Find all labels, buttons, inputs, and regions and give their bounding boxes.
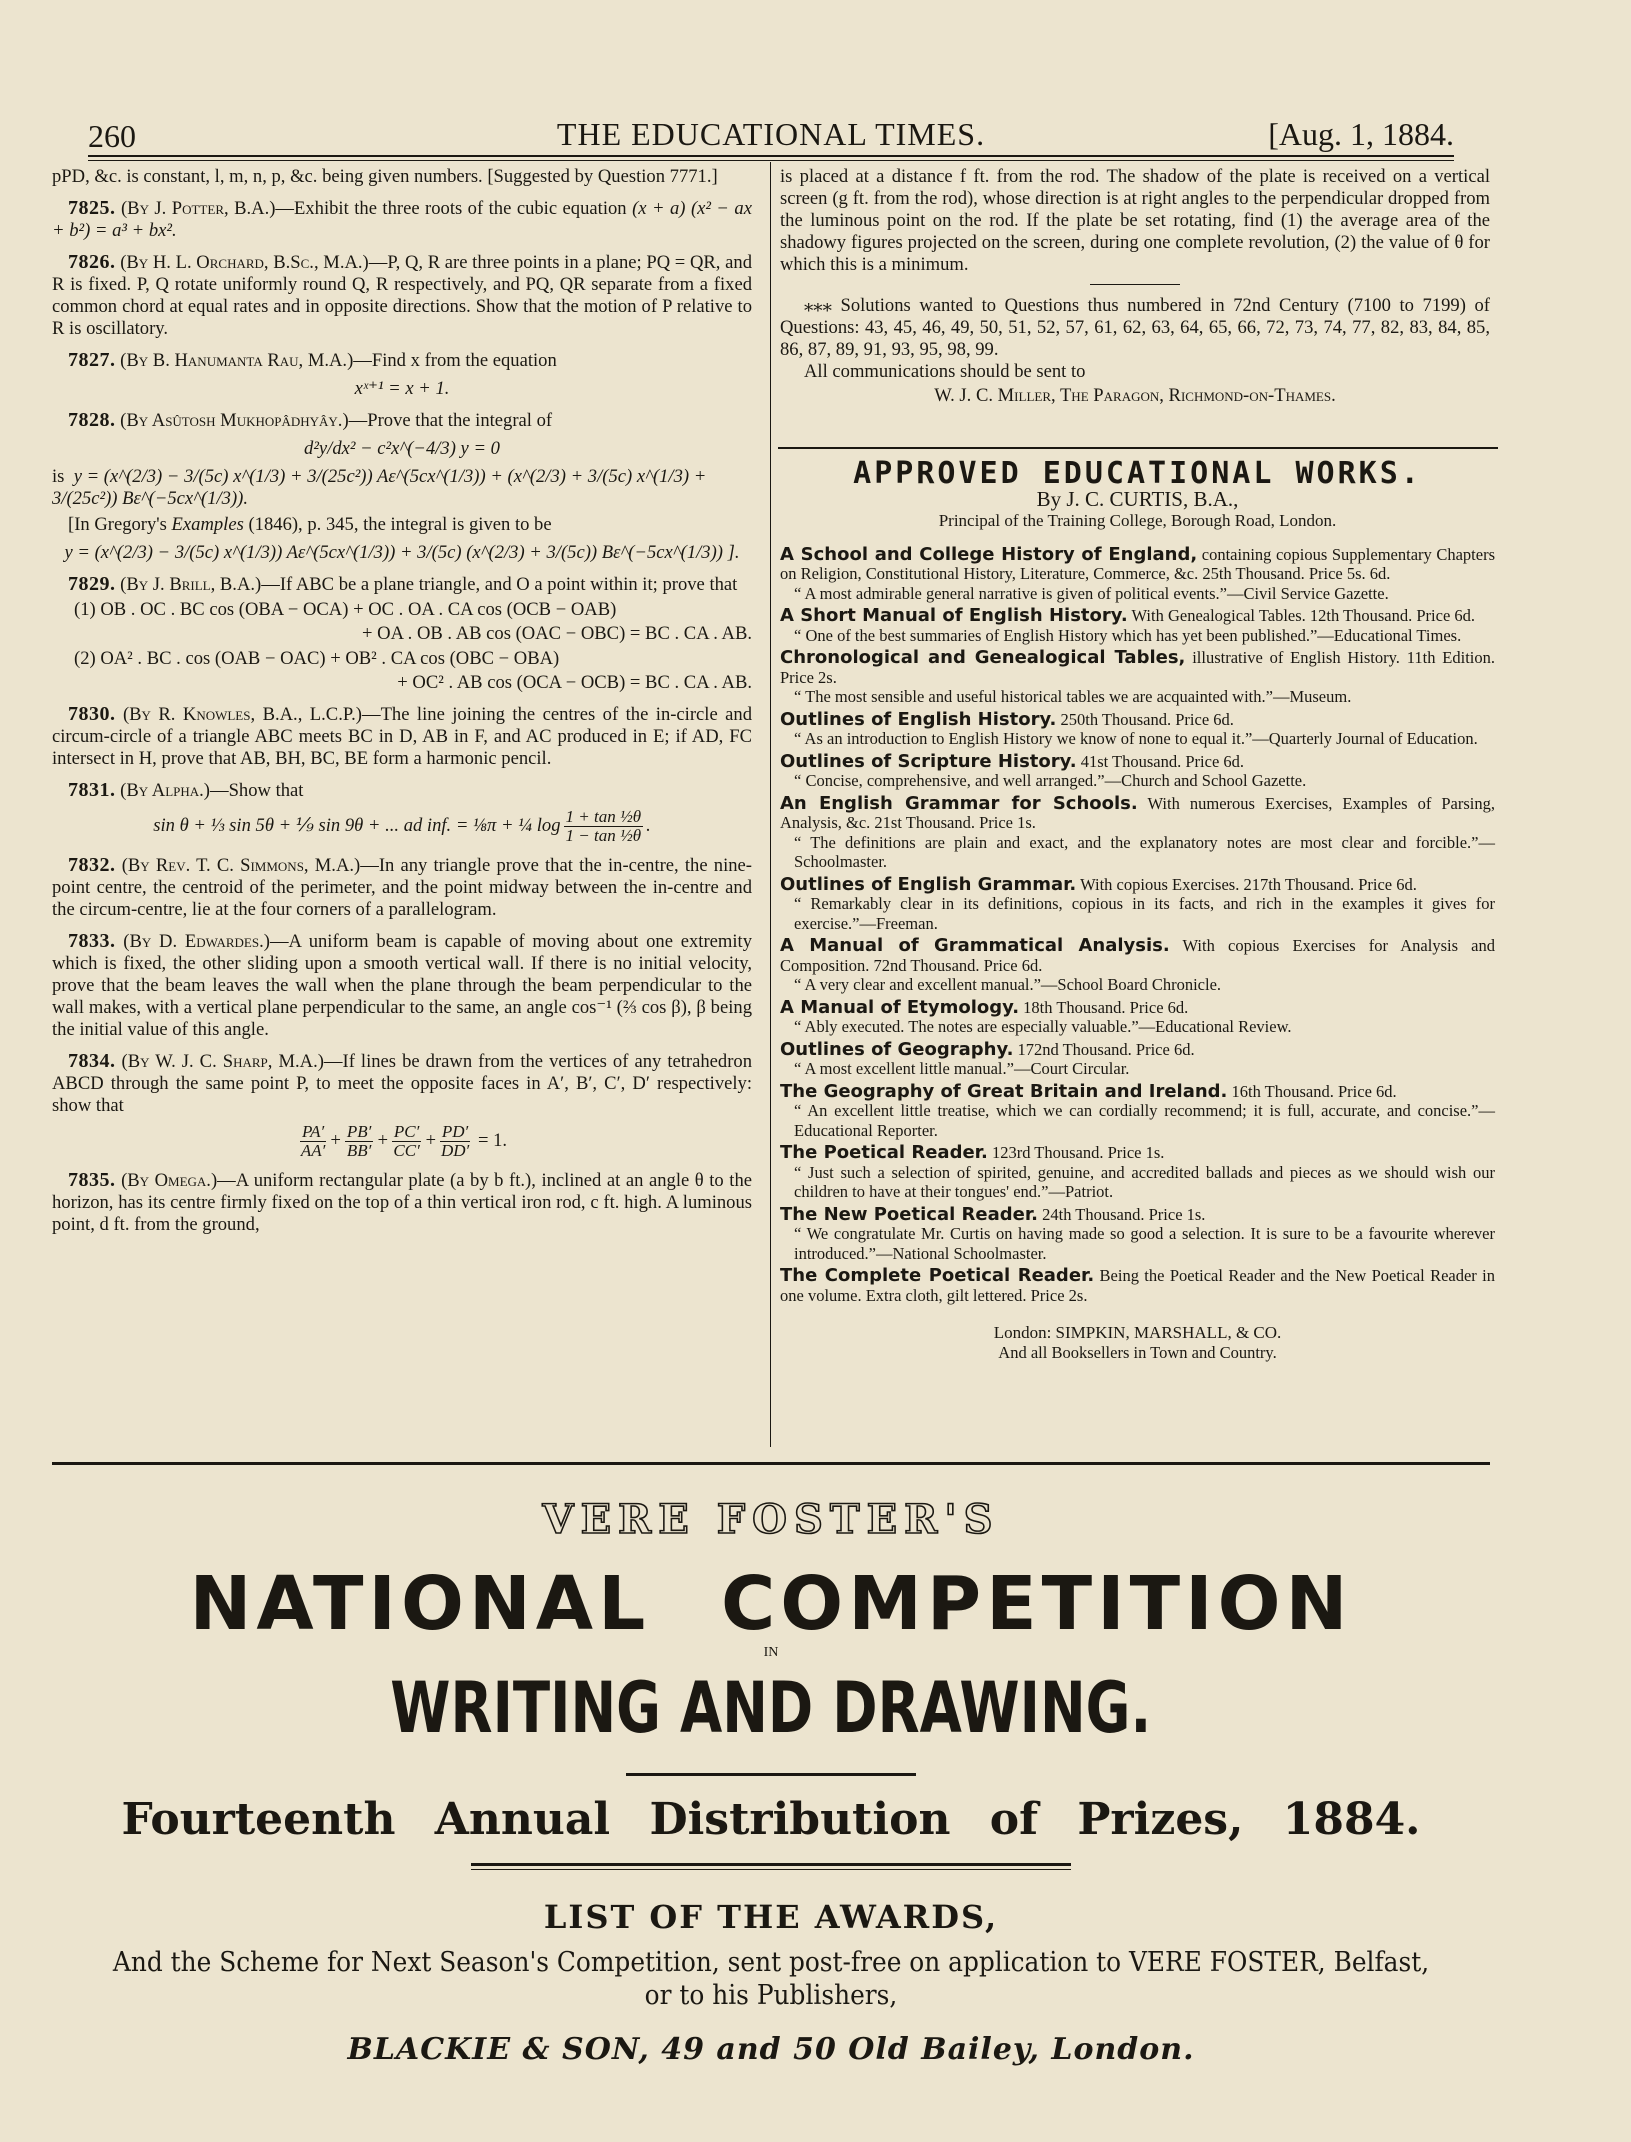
blackie-son-address: BLACKIE & SON, 49 and 50 Old Bailey, London. — [347, 2032, 1195, 2067]
book-title: Outlines of English Grammar. — [780, 873, 1077, 895]
in-word: IN — [763, 1645, 779, 1660]
question-7833: 7833. (By D. Edwardes.)—A uniform beam is capable of moving about one extremity which is fixed, the other sliding upon a smooth vertical wall. If there is no initial velocity, prove that the beam leaves the wall when the plane through the beam perpendicular to the wall makes, with a vertical plane perpendicular to the same, an angle cos⁻¹ (⅔ cos β), β being the initial value of this angle. — [52, 930, 752, 1040]
book-entry — [780, 794, 1495, 872]
question-7831: 7831. (By Alpha.)—Show that — [68, 779, 304, 801]
book-title: A School and College History of England, — [780, 543, 1198, 565]
note-7828: [In Gregory's Examples (1846), p. 345, the integral is given to be — [68, 514, 552, 535]
book-title: The Complete Poetical Reader. — [780, 1265, 1095, 1286]
book-entry — [780, 1143, 1495, 1202]
issue-date: [Aug. 1, 1884. — [1268, 116, 1454, 152]
book-title: The New Poetical Reader. — [780, 1203, 1038, 1225]
publisher-line: London: SIMPKIN, MARSHALL, & CO. — [993, 1323, 1282, 1342]
book-details: 18th Thousand. Price 6d. — [1019, 997, 1189, 1017]
book-entry — [780, 1266, 1495, 1305]
scheme-text: And the Scheme for Next Season's Competition, sent post-free on application to VERE FOSTER, Belfast, or to his Publishers, — [112, 1947, 1430, 2011]
advert-rule — [52, 1462, 1490, 1465]
book-title: A Short Manual of English History. — [780, 605, 1128, 626]
book-details: With copious Exercises. 217th Thousand. Price 6d. — [1076, 874, 1417, 894]
book-details: Being the Poetical Reader and the New Poetical Reader in one volume. Extra cloth, gilt lettered. Price 2s. — [780, 1266, 1495, 1305]
identity-2: (2) OA² . BC . cos (OAB − OAC) + OB² . CA cos (OBC − OBA) — [74, 648, 560, 669]
question-7832: 7832. (By Rev. T. C. Simmons, M.A.)—In any triangle prove that the in-centre, the nine-point centre, the centroid of the perimeter, and the point midway between the in-centre and the circum-centre, lie at the four corners of a parallelogram. — [52, 854, 752, 920]
book-entry — [780, 752, 1495, 791]
book-title: The Geography of Great Britain and Ireland. — [780, 1080, 1228, 1102]
fourteenth-distribution: Fourteenth Annual Distribution of Prizes, 1884. — [121, 1794, 1421, 1845]
book-review: “ As an introduction to English History we know of none to equal it.”—Quarterly Journal of Education. — [794, 729, 1478, 748]
page-header — [88, 112, 1454, 158]
book-entry — [780, 1205, 1495, 1264]
book-details: 16th Thousand. Price 6d. — [1227, 1081, 1397, 1101]
column-divider — [770, 162, 771, 1447]
equation-7828-a: d²y/dx² − c²x^(−4/3) y = 0 — [304, 438, 500, 459]
book-entry — [780, 710, 1495, 749]
book-entry — [780, 648, 1495, 707]
book-entry — [780, 545, 1495, 604]
book-review: “ Concise, comprehensive, and well arranged.”—Church and School Gazette. — [794, 771, 1307, 790]
editor-address: W. J. C. Miller, The Paragon, Richmond-on-Thames. — [934, 385, 1336, 406]
header-rule — [88, 155, 1454, 161]
book-list — [780, 545, 1495, 1306]
vere-foster-advert — [52, 1480, 1490, 2067]
book-details: containing copious Supplementary Chapters on Religion, Constitutional History, Literature, Commerce, &c. 25th Thousand. Price 5s. 6d. — [780, 544, 1495, 583]
book-details: 123rd Thousand. Price 1s. — [987, 1143, 1165, 1162]
book-title: The Poetical Reader. — [780, 1142, 988, 1163]
book-title: A Manual of Grammatical Analysis. — [780, 935, 1170, 956]
book-details: 24th Thousand. Price 1s. — [1038, 1204, 1206, 1224]
book-title: An English Grammar for Schools. — [780, 792, 1138, 814]
book-details: illustrative of English History. 11th Edition. Price 2s. — [780, 648, 1495, 687]
question-intro: pPD, &c. is constant, l, m, n, p, &c. being given numbers. [Suggested by Question 7771.] — [52, 166, 718, 187]
vere-foster-title: VERE FOSTER'S — [542, 1496, 1000, 1543]
book-details: With Genealogical Tables. 12th Thousand. Price 6d. — [1127, 606, 1476, 625]
works-heading: APPROVED EDUCATIONAL WORKS. — [853, 456, 1422, 491]
book-review: “ Just such a selection of spirited, genuine, and accredited ballads and pieces as we should wish our children to have at their tongues' end.”—Patriot. — [794, 1162, 1495, 1201]
book-details: 41st Thousand. Price 6d. — [1076, 751, 1245, 771]
identity-1: (1) OB . OC . BC cos (OBA − OCA) + OC . OA . CA cos (OCB − OAB) — [74, 599, 617, 620]
short-rule — [1090, 284, 1180, 285]
question-7826: 7826. (By H. L. Orchard, B.Sc., M.A.)—P, Q, R are three points in a plane; PQ = QR, and R is fixed. P, Q rotate uniformly round Q, R respectively, and PQ, QR separate from a fixed common chord at equal rates and in opposite directions. Show that the motion of P relative to R is oscillatory. — [52, 251, 752, 339]
book-title: Chronological and Genealogical Tables, — [780, 647, 1186, 668]
equation-7831: sin θ + ⅓ sin 5θ + ⅑ sin 9θ + ... ad inf. = ⅛π + ¼ log $\frac{\text{1 + tan ½θ}}{\text{1 − tan ½θ}}$ . — [153, 807, 651, 845]
book-entry — [780, 1040, 1495, 1079]
writing-drawing-title: WRITING AND DRAWING. — [390, 1667, 1152, 1749]
communications-note: All communications should be sent to — [804, 361, 1086, 382]
question-7835-continued: is placed at a distance f ft. from the rod. The shadow of the plate is received on a vertical screen (g ft. from the rod), whose direction is at right angles to the perpendicular dropped from the luminous point on the rod. If the plate be set rotating, find (1) the average area of the shadowy figures projected on the screen, during one complete revolution, (2) the value of θ for which this is a minimum. — [780, 166, 1490, 275]
equation-7834: $\frac{PA'}{AA'}$ + $\frac{PB'}{BB'}$ + $\frac{PC'}{CC'}$ + $\frac{PD'}{DD'}$ = 1. — [300, 1122, 508, 1160]
equation-7827: xˣ⁺¹ = x + 1. — [354, 378, 450, 399]
national-competition-title: NATIONAL COMPETITION — [189, 1561, 1353, 1647]
book-review: “ Remarkably clear in its definitions, copious in its facts, and rich in the examples it gives for exercise.”—Freeman. — [794, 894, 1495, 933]
question-7830: 7830. (By R. Knowles, B.A., L.C.P.)—The line joining the centres of the in-circle and circum-circle of a triangle ABC meets BC in D, AB in F, and AC produced in E; if AD, FC intersect in H, prove that AB, BH, BC, BE form a harmonic pencil. — [52, 703, 753, 769]
book-details: 250th Thousand. Price 6d. — [1056, 709, 1234, 729]
advert-divider — [626, 1773, 916, 1776]
book-details: With copious Exercises for Analysis and Composition. 72nd Thousand. Price 6d. — [780, 936, 1495, 975]
book-entry — [780, 875, 1495, 934]
booksellers-line: And all Booksellers in Town and Country. — [998, 1342, 1277, 1362]
book-details: With numerous Exercises, Examples of Parsing, Analysis, &c. 21st Thousand. Price 1s. — [780, 793, 1495, 832]
book-entry — [780, 1082, 1495, 1141]
book-entry — [780, 998, 1495, 1037]
question-7827: 7827. (By B. Hanumanta Rau, M.A.)—Find x from the equation — [68, 349, 557, 371]
book-entry — [780, 606, 1495, 645]
book-review: “ We congratulate Mr. Curtis on having made so good a selection. It is sure to be a favourite wherever introduced.”—National Schoolmaster. — [794, 1224, 1495, 1263]
book-title: Outlines of English History. — [780, 708, 1057, 730]
identity-1b: + OA . OB . AB cos (OAC − OBC) = BC . CA . AB. — [362, 623, 752, 644]
book-review: “ One of the best summaries of English History which has yet been published.”—Educational Times. — [794, 625, 1462, 645]
book-title: A Manual of Etymology. — [780, 996, 1020, 1018]
question-7829: 7829. (By J. Brill, B.A.)—If ABC be a plane triangle, and O a point within it; prove that — [68, 573, 738, 595]
question-7828: 7828. (By Asûtosh Mukhopâdhyây.)—Prove that the integral of — [68, 409, 553, 431]
question-7834: 7834. (By W. J. C. Sharp, M.A.)—If lines be drawn from the vertices of any tetrahedron ABCD through the same point P, to meet the opposite faces in A′, B′, C′, D′ respectively: show that — [52, 1050, 752, 1116]
book-title: Outlines of Scripture History. — [780, 750, 1077, 772]
works-author-title: Principal of the Training College, Borough Road, London. — [938, 511, 1337, 530]
section-rule — [778, 447, 1498, 449]
book-review: “ A most excellent little manual.”—Court Circular. — [794, 1059, 1130, 1078]
solutions-wanted: ⁎⁎⁎ Solutions wanted to Questions thus numbered in 72nd Century (7100 to 7199) of Questions: 43, 45, 46, 49, 50, 51, 52, 57, 61, 62, 63, 64, 65, 66, 72, 73, 74, 77, 82, 83, 84, 85, 86, 87, 89, 91, 93, 95, 98, 99. — [780, 295, 1490, 360]
book-details: 172nd Thousand. Price 6d. — [1013, 1039, 1195, 1059]
right-column-notes — [780, 166, 1490, 407]
book-review: “ Ably executed. The notes are especially valuable.”—Educational Review. — [794, 1017, 1292, 1036]
approved-works-advert — [780, 456, 1495, 1362]
identity-2b: + OC² . AB cos (OCA − OCB) = BC . CA . AB. — [397, 672, 752, 693]
questions-column — [52, 166, 752, 1236]
book-review: “ An excellent little treatise, which we can cordially recommend; it is full, accurate, and concise.”—Educational Reporter. — [794, 1101, 1495, 1140]
list-of-awards: LIST OF THE AWARDS, — [543, 1898, 999, 1936]
book-review: “ The definitions are plain and exact, and the explanatory notes are most clear and forcible.”—Schoolmaster. — [794, 832, 1495, 871]
question-7835: 7835. (By Omega.)—A uniform rectangular plate (a by b ft.), inclined at an angle θ to the horizon, has its centre firmly fixed on the top of a thin vertical iron rod, c ft. high. A luminous point, d ft. from the ground, — [52, 1169, 752, 1235]
page-number: 260 — [88, 118, 136, 154]
book-title: Outlines of Geography. — [780, 1038, 1014, 1060]
question-7825: 7825. (By J. Potter, B.A.)—Exhibit the three roots of the cubic equation (x + a) (x² − ax + b²) = a³ + bx². — [52, 197, 752, 241]
book-entry — [780, 936, 1495, 995]
book-review: “ A most admirable general narrative is given of political events.”—Civil Service Gazette. — [794, 583, 1389, 603]
works-author: By J. C. CURTIS, B.A., — [1036, 486, 1239, 511]
advert-double-rule — [471, 1863, 1071, 1870]
book-review: “ The most sensible and useful historical tables we are acquainted with.”—Museum. — [794, 687, 1352, 706]
equation-7828-c: y = (x^(2/3) − 3/(5c) x^(1/3)) Aε^(5cx^(1/3)) + 3/(5c) (x^(2/3) + 3/(5c)) Bε^(−5cx^(1/3)) ]. — [64, 542, 740, 563]
journal-title: THE EDUCATIONAL TIMES. — [556, 116, 986, 152]
book-review: “ A very clear and excellent manual.”—School Board Chronicle. — [794, 975, 1222, 994]
equation-7828-b: is y = (x^(2/3) − 3/(5c) x^(1/3) + 3/(25c²)) Aε^(5cx^(1/3)) + (x^(2/3) + 3/(5c) x^(1/3) + 3/(25c²)) Bε^(−5cx^(1/3)). — [52, 466, 707, 509]
